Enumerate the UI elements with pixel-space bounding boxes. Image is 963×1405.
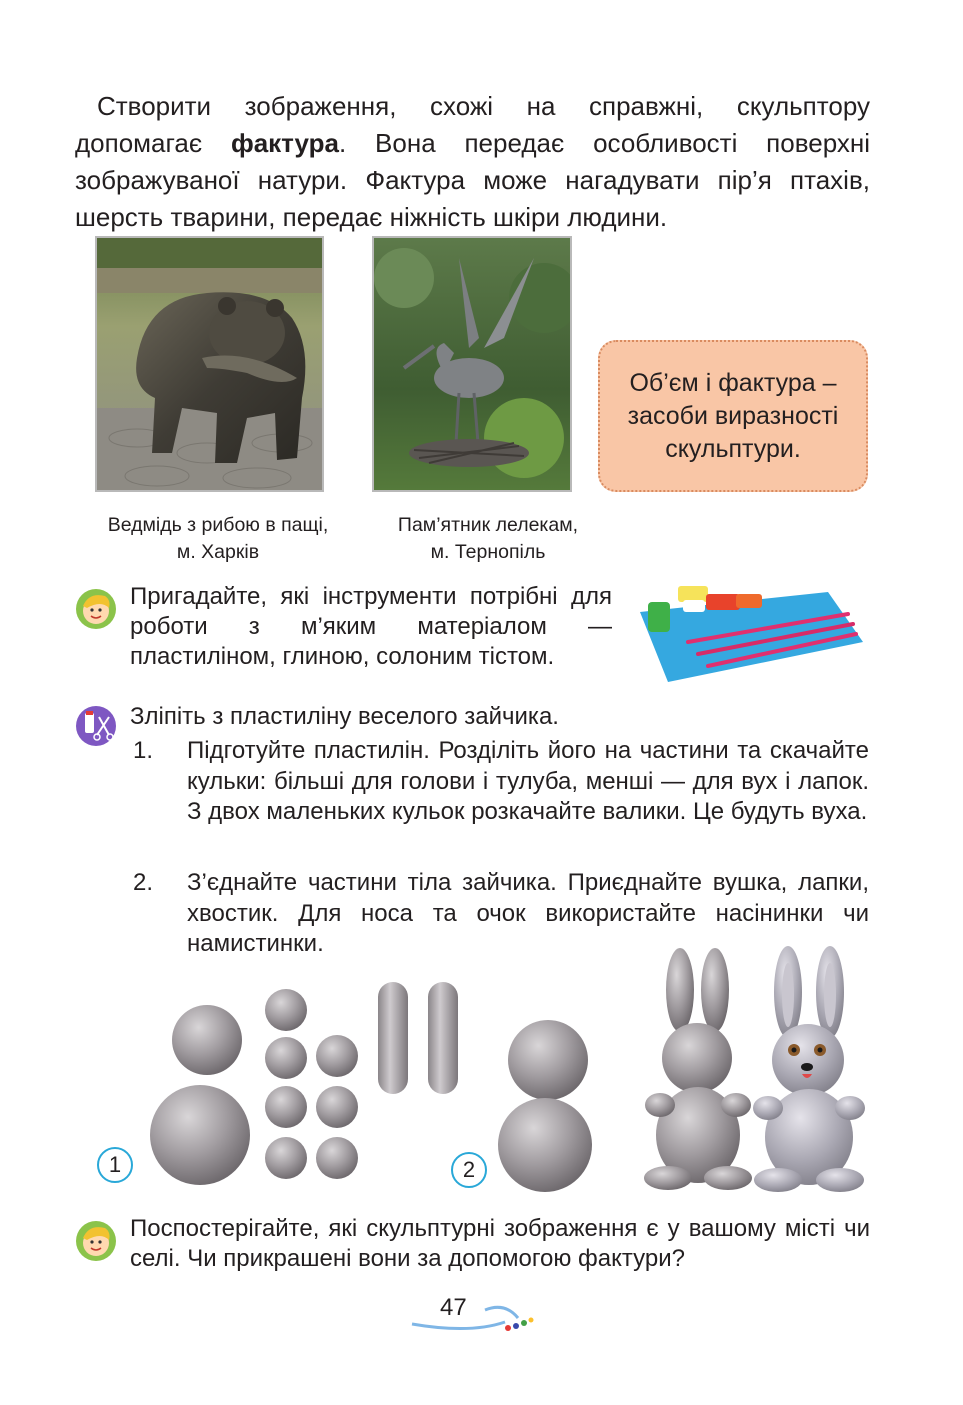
figure-label-text: 2 [462,1157,476,1182]
boy-face-icon [75,1220,115,1260]
storks-caption-line2: м. Тернопіль [430,541,546,563]
page-number-decoration [410,1296,540,1336]
storks-caption-line1: Пам’ятник лелекам, [397,514,579,536]
step-text: З’єднайте частини тіла зайчика. Приєднайте вушка, лапки, хвостик. Для носа та очок використайте насінинки чи намистинки. [187,869,869,957]
scissors-glue-icon [75,705,115,745]
intro-paragraph [75,88,870,236]
boy-face-icon [75,588,115,628]
figure-label-text: 1 [108,1152,122,1177]
step-number: 2. [133,869,154,896]
bear-caption [72,512,364,566]
step-number: 1. [133,737,154,764]
page-number: 47 [440,1294,467,1321]
recall-paragraph [130,582,612,672]
figure-label [451,1152,487,1188]
task-title [130,702,830,732]
intro-text-end: . Вона передає особливості поверхні зображуваної натури. Фактура може нагадувати пір’я птахів, шерсть тварини, передає ніжність шкіри людини. [75,128,870,232]
figure-label [97,1147,133,1183]
step-text: Підготуйте пластилін. Розділіть його на частини та скачайте кульки: більші для голови і тулуба, менші — для вух і лапок. З двох маленьких кульок розкачайте валики. Це будуть вуха. [187,737,869,825]
observe-text: Поспостерігайте, які скульптурні зображення є у вашому місті чи селі. Чи прикрашені вони за допомогою фактури? [130,1215,870,1272]
task-title-text: Зліпіть з пластиліну веселого зайчика. [130,703,559,730]
storks-monument-photo [372,236,572,492]
bunny-modeling-steps-illustration [140,940,870,1200]
intro-bold-term: фактура [230,128,340,158]
definition-note [598,340,868,492]
observe-paragraph [130,1214,870,1274]
modeling-tools-picture [628,572,868,684]
recall-text: Пригадайте, які інструменти потрібні для роботи з м’яким матеріалом — пластиліном, глиною, солоним тістом. [130,583,612,670]
bear-sculpture-photo [95,236,324,492]
storks-caption [368,512,608,566]
intro-text-start: Створити зображення, схожі на справжні, скульптору допомагає [75,91,870,158]
bear-caption-line2: м. Харків [176,541,260,563]
bear-caption-line1: Ведмідь з рибою в пащі, [107,514,329,536]
note-text: Об’єм і фактура – засоби виразності скульптури. [627,368,839,463]
